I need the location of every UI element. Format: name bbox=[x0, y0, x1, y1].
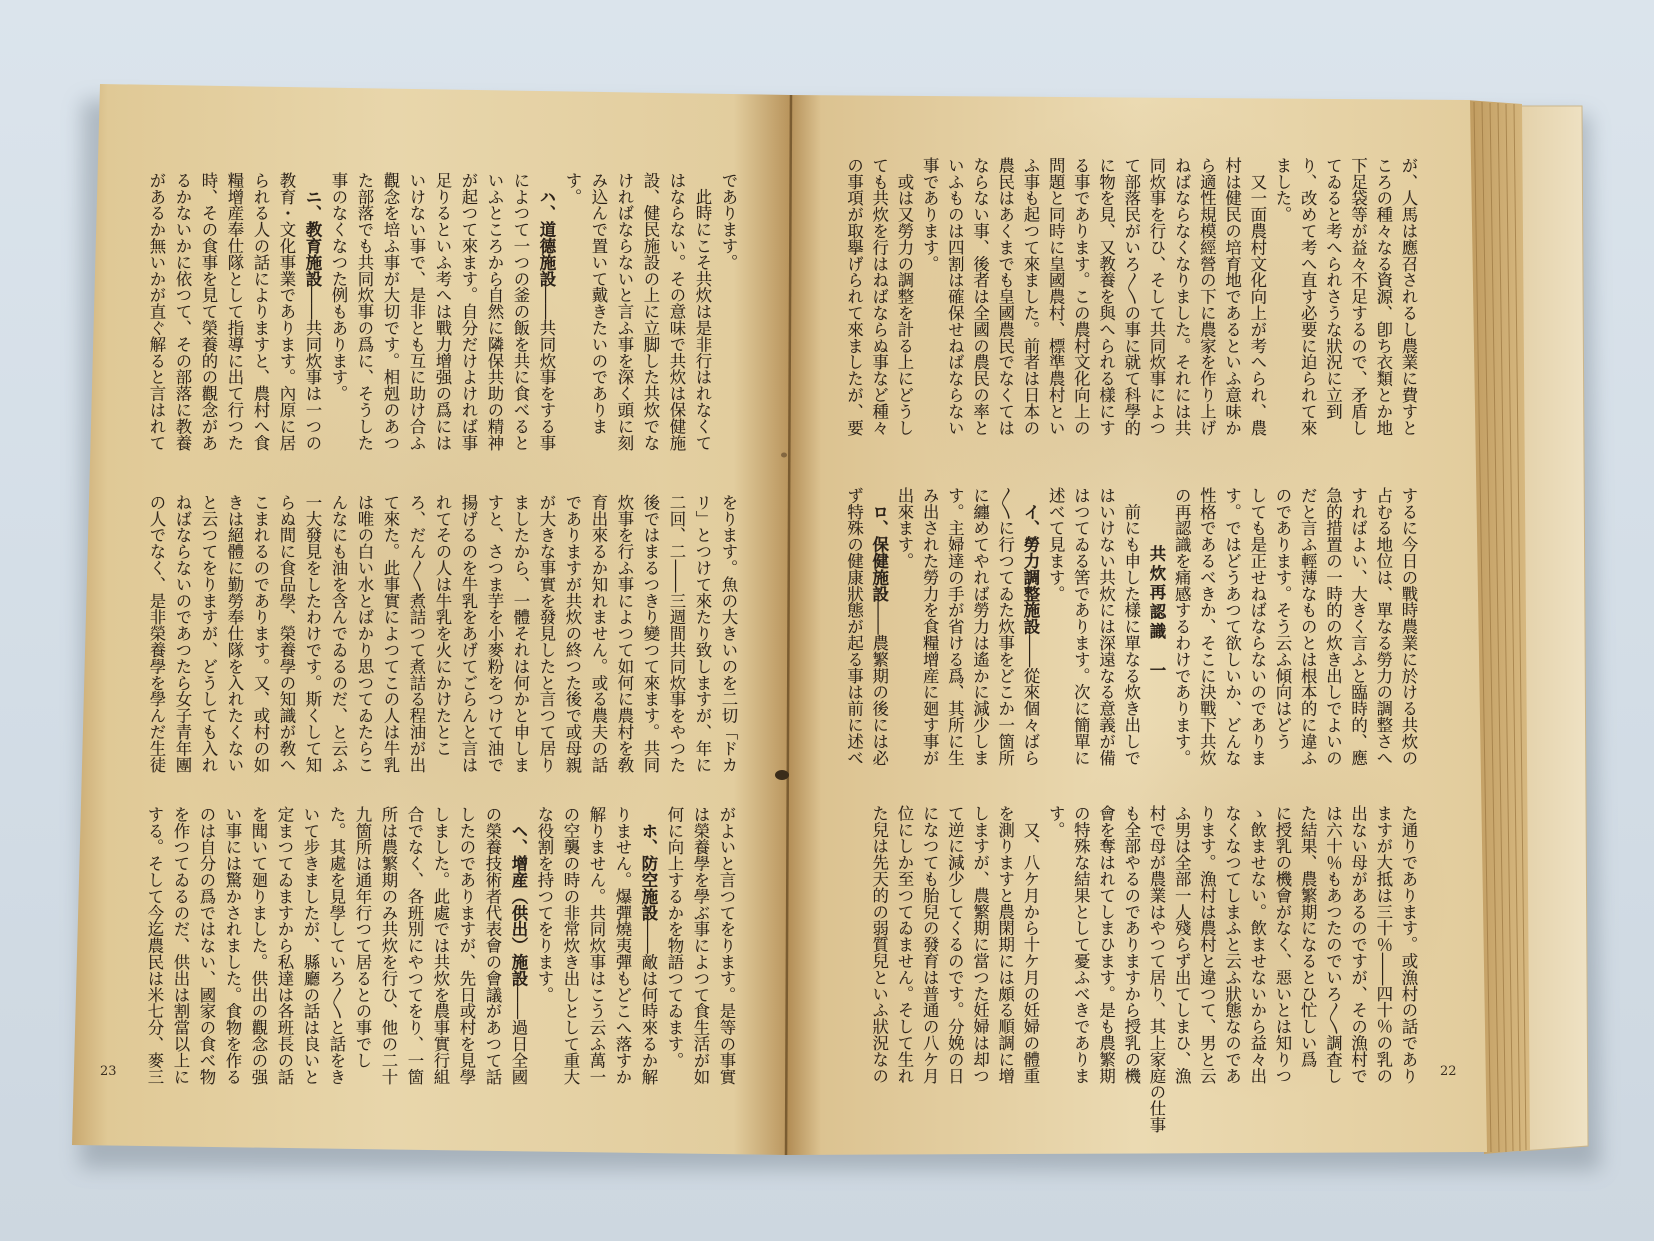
text-column: 事のなくなつた例もあります。 bbox=[329, 172, 348, 402]
text-column: は唯の白い水とばかり思つてゐたらこ bbox=[355, 494, 374, 773]
text-column: ろ、だん〳〵煮詰つて煮詰る程油が出 bbox=[407, 494, 426, 773]
right-page-middle-tier bbox=[841, 487, 1421, 779]
text-run: ――共同炊事は一つの bbox=[303, 286, 322, 451]
text-column: 後ではまるつきり變つて來ます。共同 bbox=[641, 494, 660, 773]
text-run: ――過日全國 bbox=[509, 986, 528, 1085]
text-column: によつて一つの釜の飯を共に食べると bbox=[511, 172, 530, 451]
text-column: はつてゐる筈であります。次に簡單に bbox=[1071, 487, 1091, 766]
text-run: ――敵は何時來るか解 bbox=[639, 920, 658, 1085]
text-column: 問題と同時に皇國農村、標準農村とい bbox=[1046, 157, 1066, 436]
text-column: て逆に減少してくるのです。分娩の日 bbox=[945, 805, 965, 1084]
text-column: ても共炊を行はねばならぬ事など種々 bbox=[869, 157, 889, 436]
subsection-heading: ホ、防空施設 bbox=[639, 806, 658, 921]
text-column: す。 bbox=[1046, 805, 1066, 838]
text-column: の事項が取擧げられて來ましたが、要 bbox=[844, 157, 864, 436]
text-column: の人でなく、是非榮養學を學んだ生徒 bbox=[147, 494, 166, 773]
binding-hole bbox=[781, 453, 787, 458]
text-column: 位にしか至つてゐません。そして生れ bbox=[894, 805, 914, 1084]
text-column: いて步きましたが、縣廳の話は良いと bbox=[301, 806, 320, 1085]
text-column: た。其處を見學していろ〳〵と話をき bbox=[327, 806, 346, 1085]
text-column: 又一面農村文化向上が考へられ、農 bbox=[1247, 157, 1267, 436]
subsection-heading: ハ、道德施設 bbox=[537, 172, 556, 287]
text-column: でありますが共炊の終つた後で或母親 bbox=[563, 494, 582, 773]
text-column: い事には驚かされました。食物を作る bbox=[223, 806, 242, 1085]
text-run: ――從來個々ばら bbox=[1020, 634, 1040, 766]
text-column bbox=[1018, 487, 1043, 779]
text-column: の再認識を痛感するわけであります。 bbox=[1172, 487, 1192, 766]
text-column: すればよい、大きく言ふと臨時的、應 bbox=[1348, 487, 1368, 766]
subsection-heading: ニ、教育施設 bbox=[303, 172, 322, 287]
text-column: を作つてゐるのだ、供出は割當以上に bbox=[171, 806, 190, 1085]
text-column: てゐると考へられさうな狀況に立到 bbox=[1323, 157, 1343, 420]
text-column: ず特殊の健康狀態が起る事は前に述べ bbox=[844, 487, 864, 766]
binding-hole bbox=[775, 770, 789, 780]
text-column: ら適性規模經營の下に農家を作り上げ bbox=[1197, 157, 1217, 436]
text-column: 農民はあくまでも皇國農民でなくては bbox=[995, 157, 1015, 436]
right-page-top-tier bbox=[841, 157, 1421, 449]
text-column: ならない事、後者は全國の農民の率と bbox=[970, 157, 990, 436]
text-column: の榮養技術者代表會の會議があつて話 bbox=[483, 806, 502, 1085]
text-column: したのでありますが、先日或村を見學 bbox=[457, 806, 476, 1085]
text-column: らぬ間に食品學、榮養學の知識が敎へ bbox=[277, 494, 296, 773]
text-column: ゝ飲ませない。飲ませないから益々出 bbox=[1247, 805, 1267, 1084]
text-column: があるか無いかが直ぐ解ると言はれて bbox=[147, 172, 166, 451]
section-heading: 共炊再認識 一 bbox=[1146, 545, 1166, 681]
left-page-middle-tier bbox=[143, 494, 741, 786]
text-column: 時、その食事を見て榮養的の觀念があ bbox=[199, 172, 218, 451]
middle-tier-after-heading bbox=[841, 487, 1143, 779]
text-column: が大きな事實を發見したと言つて居り bbox=[537, 494, 556, 773]
text-column: すと、さつま芋を小麥粉をつけて油で bbox=[485, 494, 504, 773]
text-column: 同炊事を行ひ、そして共同炊事によつ bbox=[1146, 157, 1166, 436]
text-column: りません。爆彈燒夷彈もどこへ落すか bbox=[613, 806, 632, 1085]
text-column: がよいと言つてをります。是等の事實 bbox=[717, 806, 736, 1085]
left-page-bottom-tier bbox=[141, 806, 739, 1098]
text-column: 二回、二――三週間共同炊事をやつた bbox=[667, 494, 686, 773]
text-column: 急的措置の一時的の炊き出しでよいの bbox=[1323, 487, 1343, 766]
text-column: な役割を持つてをります。 bbox=[535, 806, 554, 1003]
text-column: は六十％もあつたのでいろ〳〵調査し bbox=[1323, 805, 1343, 1084]
text-column: に纏めてやれば勞力は遙かに減少しま bbox=[970, 487, 990, 766]
text-column: 所は農繁期のみ共炊を行ひ、他の二十 bbox=[379, 806, 398, 1085]
text-column: ければならないと言ふ事を深く頭に刻 bbox=[615, 172, 634, 451]
subsection-heading: イ、勞力調整施設 bbox=[1020, 487, 1040, 635]
text-column: 揚げるのを牛乳をあげてごらんと言は bbox=[459, 494, 478, 773]
text-run: ――農繁期の後には必 bbox=[869, 601, 889, 766]
text-column: す。ではどうあつて欲しいか、どんな bbox=[1222, 487, 1242, 766]
text-column: た通りであります。或漁村の話であり bbox=[1399, 805, 1418, 1084]
text-column: ましたから、一體それは何かと申しま bbox=[511, 494, 530, 773]
page-number-right: 22 bbox=[1440, 1064, 1457, 1079]
text-column: は榮養學を學ぶ事によつて食生活が如 bbox=[691, 806, 710, 1085]
text-run: ――共同炊事をする事 bbox=[537, 286, 556, 451]
text-column: リ」とつけて來たり致しますが、年に bbox=[693, 494, 712, 773]
text-column: ました。 bbox=[1272, 157, 1292, 223]
text-column: 又、八ケ月から十ケ月の妊婦の體重 bbox=[1020, 805, 1040, 1084]
text-column: に物を見、又教養を與へられる樣にす bbox=[1096, 157, 1116, 436]
text-column: す。 bbox=[563, 172, 582, 205]
text-column: だと言ふ輕薄なものとは根本的に違ふ bbox=[1298, 487, 1318, 766]
text-column: た兒は先天的の弱質兒といふ狀況なの bbox=[869, 805, 889, 1084]
text-column: 〳〵に行つてゐた炊事をどこか一箇所 bbox=[995, 487, 1015, 766]
text-column: こまれるのであります。又、或村の如 bbox=[251, 494, 270, 773]
text-column: はいけない共炊には深遠なる意義が備 bbox=[1096, 487, 1116, 766]
text-column: するに今日の戰時農業に於ける共炊の bbox=[1399, 487, 1418, 766]
text-column: 何に向上するかを物語つてゐます。 bbox=[665, 806, 684, 1069]
text-column: のであります。そう云ふ傾向はどう bbox=[1272, 487, 1292, 750]
text-column: のは自分の爲ではない、國家の食べ物 bbox=[197, 806, 216, 1085]
text-column: る事であります。この農村文化向上の bbox=[1071, 157, 1091, 436]
text-column: ふ事も起つて來ました。前者は日本の bbox=[1020, 157, 1040, 436]
text-column: 下足袋等が益々不足するので、矛盾し bbox=[1348, 157, 1368, 436]
text-column: の特殊な結果として憂ふべきでありま bbox=[1071, 805, 1091, 1084]
text-column: 村は健民の培育地であるといふ意味か bbox=[1222, 157, 1242, 436]
text-column: 事であります。 bbox=[920, 157, 940, 272]
text-column: ねばならないのであつたら女子青年團 bbox=[173, 494, 192, 773]
text-column: み出された勞力を食糧增産に廻す事が bbox=[920, 487, 940, 766]
text-column: いふものは四割は確保せねばならない bbox=[945, 157, 965, 436]
text-column: が、人馬は應召されるし農業に費すと bbox=[1399, 157, 1418, 436]
text-column: 育出來るか知れません。或る農夫の話 bbox=[589, 494, 608, 773]
text-column: 占むる地位は、單なる勞力の調整さへ bbox=[1373, 487, 1393, 766]
text-column: に授乳の機會がなく、惡いとは知りつ bbox=[1272, 805, 1292, 1084]
text-column: が起つて來ます。自分だけよければ事 bbox=[459, 172, 478, 451]
text-column: 定まつてゐますから私達は各班長の話 bbox=[275, 806, 294, 1085]
text-column: 或は又勞力の調整を計る上にどうし bbox=[894, 157, 914, 436]
text-column: 會を奪はれてしまひます。是も農繁期 bbox=[1096, 805, 1116, 1084]
text-column: れてその人は牛乳を火にかけたとこ bbox=[433, 494, 452, 757]
text-column: んなにも油を含んでゐるのだ、と云ふ bbox=[329, 494, 348, 773]
text-column: であります。 bbox=[719, 172, 738, 271]
text-column: 前にも申した樣に單なる炊き出しで bbox=[1121, 487, 1141, 766]
text-column: をります。魚の大きいのを二切「ドカ bbox=[719, 494, 738, 773]
text-column: 此時にこそ共炊は是非行はれなくて bbox=[693, 172, 712, 451]
subsection-heading: ロ、保健施設 bbox=[869, 487, 889, 602]
text-column: られる人の話によりますと、農村へ食 bbox=[251, 172, 270, 451]
subsection-heading: ヘ、增産（供出）施設 bbox=[509, 806, 528, 987]
left-page-top-tier bbox=[143, 172, 741, 464]
text-column: になつても胎兒の發育は普通の八ケ月 bbox=[920, 805, 940, 1084]
text-column: 合でなく、各班別にやつてをり、一箇 bbox=[405, 806, 424, 1085]
text-column: する。そして今迄農民は米七分、麥三 bbox=[145, 806, 164, 1085]
text-column: の空襲の時の非常炊き出しとして重大 bbox=[561, 806, 580, 1085]
text-column: と云つてをりますが、どうしても入れ bbox=[199, 494, 218, 773]
text-column bbox=[635, 806, 661, 1098]
text-column: ります。漁村は農村と違つて、男と云 bbox=[1197, 805, 1217, 1084]
text-column: み込んで置いて戴きたいのでありま bbox=[589, 172, 608, 435]
text-column: 教育・文化事業であります。內原に居 bbox=[277, 172, 296, 451]
text-column: 出ない母があるのですが、その漁村で bbox=[1348, 805, 1368, 1084]
text-column: ころの種々なる資源、卽ち衣類とか地 bbox=[1373, 157, 1393, 436]
text-column: て來た。此事實によつてこの人は牛乳 bbox=[381, 494, 400, 773]
page-number-left: 23 bbox=[100, 1064, 117, 1079]
text-column: す。主婦達の手が省ける爲、其所に生 bbox=[945, 487, 965, 766]
text-column: 炊事を行ふ事によつて如何に農村を敎 bbox=[615, 494, 634, 773]
text-column: 糧增産奉仕隊として指導に出て行つた bbox=[225, 172, 244, 451]
text-column: しました。此處では共炊を農事實行組 bbox=[431, 806, 450, 1085]
text-column: 出來ます。 bbox=[894, 487, 914, 569]
text-column: いけない事で、是非とも互に助け合ふ bbox=[407, 172, 426, 451]
text-column: も全部やるのでありますから授乳の機 bbox=[1121, 805, 1141, 1084]
text-column: 足りるといふ考へは戰力增强の爲には bbox=[433, 172, 452, 451]
text-column: 解りません。共同炊事はこう云ふ萬一 bbox=[587, 806, 606, 1085]
text-column: て部落民がいろ〳〵の事に就て科學的 bbox=[1121, 157, 1141, 436]
text-column: しても是正せねばならないのでありま bbox=[1247, 487, 1267, 766]
text-column: なくなつてしまふと云ふ狀態なのであ bbox=[1222, 805, 1242, 1084]
text-column: はならない。その意味で共炊は保健施 bbox=[667, 172, 686, 451]
text-column: を測りますと農閑期には頗る順調に增 bbox=[995, 805, 1015, 1084]
text-column: た部落でも共同炊事の爲に、そうした bbox=[355, 172, 374, 451]
text-column: いふところから自然に隣保共助の精神 bbox=[485, 172, 504, 451]
text-column: を聞いて廻りました。供出の觀念の强 bbox=[249, 806, 268, 1085]
text-column: ねばならなくなりました。それには共 bbox=[1172, 157, 1192, 436]
text-column: 一大發見をしたわけです。斯くして知 bbox=[303, 494, 322, 773]
middle-tier-before-heading bbox=[1169, 487, 1421, 779]
text-column: るかないかに依つて、その部落に教養 bbox=[173, 172, 192, 451]
text-column bbox=[533, 172, 559, 464]
text-column: 性格であるべきか、そこに決戰下共炊 bbox=[1197, 487, 1217, 766]
text-column bbox=[867, 487, 892, 779]
text-column: しますが、農繁期に當つた妊婦は却つ bbox=[970, 805, 990, 1084]
text-column: 村で母が農業はやつて居り、其上家庭の仕事 bbox=[1146, 805, 1166, 1133]
right-page-bottom-tier bbox=[841, 805, 1421, 1133]
text-column: ますが大抵は三十％――四十％の乳の bbox=[1373, 805, 1393, 1084]
text-column: 九箇所は通年行つて居るとの事でし bbox=[353, 806, 372, 1069]
text-column: 設、健民施設の上に立脚した共炊でな bbox=[641, 172, 660, 451]
text-column bbox=[505, 806, 531, 1098]
text-column: ふ男は全部一人殘らず出てしまひ、漁 bbox=[1172, 805, 1192, 1084]
text-column bbox=[299, 172, 325, 464]
text-column: きは絕體に勤勞奉仕隊を入れたくない bbox=[225, 494, 244, 773]
text-column: た結果、農繁期になるとひ忙しい爲 bbox=[1298, 805, 1318, 1068]
text-column: り、改めて考へ直す必要に迫られて來 bbox=[1298, 157, 1318, 436]
text-column: 觀念を培ふ事が大切です。相剋のあつ bbox=[381, 172, 400, 451]
text-column: 述べて見ます。 bbox=[1046, 487, 1066, 602]
